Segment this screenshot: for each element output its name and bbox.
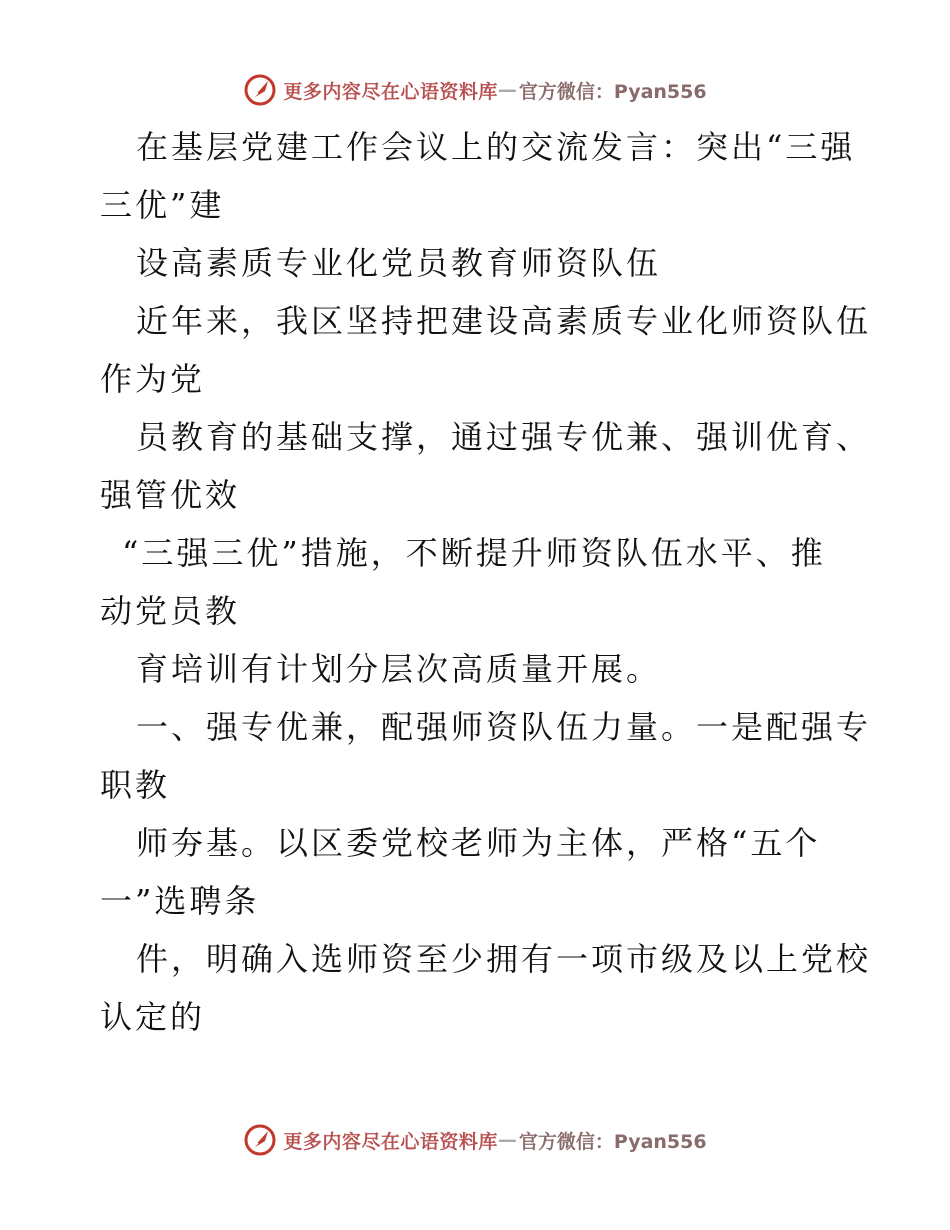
watermark-dash: — <box>497 79 517 101</box>
quill-logo-icon <box>243 73 277 107</box>
watermark-text: 更多内容尽在心语资料库 <box>283 1130 498 1153</box>
text-line: 育培训有计划分层次高质量开展。 <box>136 650 662 688</box>
text-line: 在基层党建工作会议上的交流发言：突出“三强 <box>136 128 856 166</box>
text-line: 设高素质专业化党员教育师资队伍 <box>136 244 662 282</box>
watermark-text: 更多内容尽在心语资料库 <box>283 80 498 103</box>
quill-logo-icon <box>243 1123 277 1157</box>
text-line: 员教育的基础支撑，通过强专优兼、强训优育、 <box>136 418 872 456</box>
watermark-dash: — <box>497 1129 517 1151</box>
text-line: 认定的 <box>100 998 206 1036</box>
text-line: 近年来，我区坚持把建设高素质专业化师资队伍 <box>136 302 872 340</box>
watermark-contact: 官方微信：Pyan556 <box>518 80 707 103</box>
text-line: “三强三优”措施，不断提升师资队伍水平、推 <box>122 534 826 572</box>
text-line: 一”选聘条 <box>100 882 260 920</box>
text-line: 强管优效 <box>100 476 241 514</box>
text-line: 职教 <box>100 766 171 804</box>
text-line: 动党员教 <box>100 592 241 630</box>
document-body <box>100 118 872 1046</box>
text-line: 师夯基。以区委党校老师为主体，严格“五个 <box>136 824 821 862</box>
text-line: 三优”建 <box>100 186 225 224</box>
text-line: 件，明确入选师资至少拥有一项市级及以上党校 <box>136 940 872 978</box>
watermark-contact: 官方微信：Pyan556 <box>518 1130 707 1153</box>
watermark-header <box>0 70 950 110</box>
text-line: 一、强专优兼，配强师资队伍力量。一是配强专 <box>136 708 872 746</box>
text-line: 作为党 <box>100 360 206 398</box>
watermark-footer <box>0 1120 950 1160</box>
